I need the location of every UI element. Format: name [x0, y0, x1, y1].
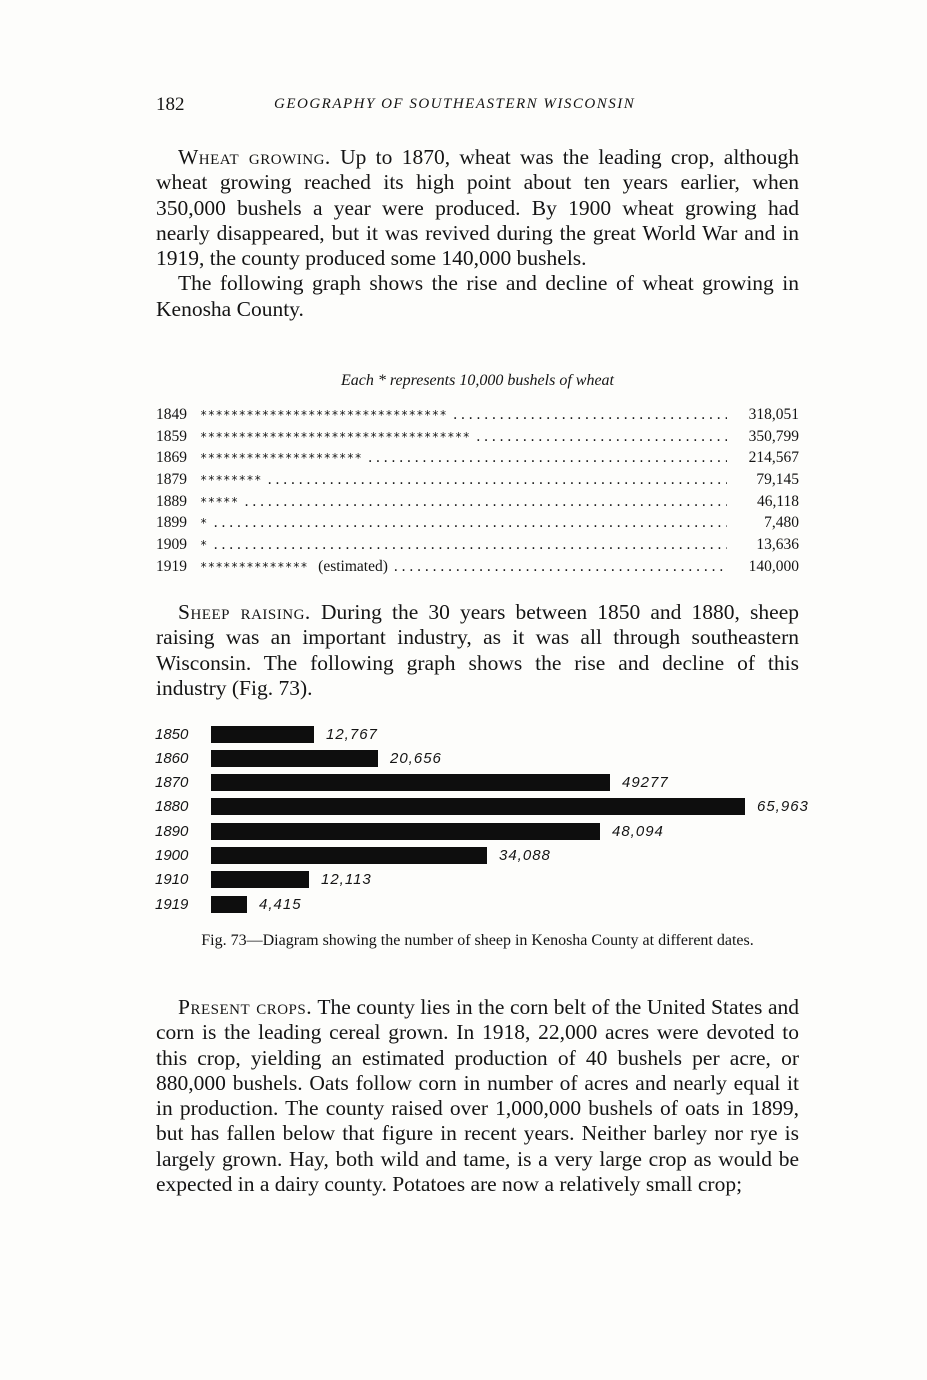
sheep-row — [155, 746, 442, 770]
sheep-year: 1860 — [155, 749, 189, 767]
wheat-chart-title: Each * represents 10,000 bushels of wheat — [340, 372, 614, 389]
sheep-row — [155, 819, 664, 843]
sheep-bar — [211, 823, 600, 840]
crops-section — [156, 995, 799, 1197]
sheep-value-label: 12,767 — [326, 725, 378, 743]
sheep-body: During the 30 years between 1850 and 1880, sheep raising was an important industry, as it was all through southeastern Wisconsin. The following graph shows the rise and decline of this industry (Fig. 73). — [156, 600, 799, 700]
sheep-value-label: 34,088 — [499, 847, 551, 864]
wheat-row — [156, 447, 799, 469]
wheat-value: 13,636 — [756, 535, 799, 553]
wheat-stars: ******************************** — [200, 407, 448, 422]
sheep-year: 1919 — [155, 895, 189, 913]
sheep-bar — [211, 847, 487, 864]
sheep-chart — [155, 722, 855, 922]
sheep-value-label: 4,415 — [259, 895, 302, 913]
wheat-chart — [156, 404, 799, 578]
sheep-bar — [211, 798, 745, 815]
wheat-year: 1889 — [156, 492, 187, 510]
wheat-leader — [245, 493, 727, 511]
wheat-year: 1869 — [156, 449, 187, 467]
wheat-leader — [453, 406, 727, 424]
wheat-value: 140,000 — [748, 557, 799, 575]
sheep-heading: Sheep raising. — [178, 600, 311, 624]
wheat-leader — [214, 514, 727, 532]
wheat-leader — [368, 449, 727, 467]
wheat-body-2: The following graph shows the rise and decline of wheat growing in Kenosha County. — [156, 271, 799, 321]
sheep-row — [155, 722, 378, 746]
wheat-value: 350,799 — [748, 427, 799, 445]
sheep-row — [155, 795, 809, 819]
sheep-value-label: 48,094 — [612, 822, 664, 840]
wheat-annotation: (estimated) — [318, 557, 388, 575]
wheat-stars: ***** — [200, 494, 239, 509]
sheep-row — [155, 771, 669, 795]
sheep-bar — [211, 726, 314, 743]
sheep-year: 1870 — [155, 774, 189, 792]
wheat-value: 46,118 — [756, 492, 799, 510]
sheep-row — [155, 892, 302, 916]
wheat-stars: *********************************** — [200, 429, 471, 444]
wheat-year: 1849 — [156, 405, 187, 423]
wheat-leader — [268, 471, 727, 489]
wheat-leader — [214, 536, 727, 554]
sheep-value-label: 12,113 — [321, 871, 372, 889]
wheat-row — [156, 491, 799, 513]
wheat-row — [156, 512, 799, 534]
sheep-year: 1850 — [155, 725, 189, 743]
sheep-year: 1900 — [155, 847, 189, 864]
wheat-body: Up to 1870, wheat was the leading crop, although wheat growing reached its high point about ten years earlier, when 350,000 bushels a year were produced. By 1900 wheat growing had nearly disappeared, but it was revived during the great World War and in 1919, the county produced some 140,000 bushels. — [156, 145, 800, 271]
wheat-leader — [476, 428, 727, 446]
sheep-value-label: 49277 — [622, 774, 669, 792]
sheep-year: 1910 — [155, 871, 189, 889]
sheep-bar — [211, 774, 610, 791]
sheep-year: 1880 — [155, 798, 189, 816]
sheep-section — [156, 600, 799, 701]
sheep-value-label: 20,656 — [390, 749, 442, 767]
wheat-stars: ************** — [200, 559, 309, 574]
wheat-year: 1909 — [156, 535, 187, 553]
crops-heading: Present crops. — [178, 995, 313, 1019]
wheat-year: 1899 — [156, 514, 187, 532]
wheat-value: 214,567 — [748, 449, 799, 467]
wheat-year: 1919 — [156, 557, 187, 575]
figure-caption: Fig. 73—Diagram showing the number of sheep in Kenosha County at different dates. — [201, 932, 754, 949]
sheep-row — [155, 868, 372, 892]
wheat-leader — [394, 558, 727, 576]
wheat-stars: ******** — [200, 472, 262, 487]
sheep-bar — [211, 896, 247, 913]
wheat-row — [156, 426, 799, 448]
wheat-year: 1859 — [156, 427, 187, 445]
wheat-row — [156, 556, 799, 578]
wheat-section — [156, 145, 799, 322]
running-title: GEOGRAPHY OF SOUTHEASTERN WISCONSIN — [274, 96, 636, 112]
wheat-stars: ********************* — [200, 451, 363, 466]
wheat-stars: * — [200, 516, 208, 531]
wheat-value: 318,051 — [748, 405, 799, 423]
sheep-row — [155, 844, 551, 868]
wheat-value: 7,480 — [764, 514, 799, 532]
wheat-value: 79,145 — [756, 470, 799, 488]
sheep-value-label: 65,963 — [757, 798, 809, 816]
sheep-bar — [211, 750, 378, 767]
crops-body: The county lies in the corn belt of the United States and corn is the leading cereal grown. In 1918, 22,000 acres were devoted to this crop, yielding an estimated production of 40 bushels per acre, or 880,000 bushels. Oats follow corn in number of acres and nearly equal it in production. The county raised over 1,000,000 bushels of oats in 1899, but has fallen below that figure in recent years. Neither barley nor rye is largely grown. Hay, both wild and tame, is a very large crop as would be expected in a dairy county. Potatoes are now a relatively small crop; — [156, 995, 799, 1197]
wheat-row — [156, 534, 799, 556]
page-number: 182 — [156, 94, 185, 115]
sheep-year: 1890 — [155, 822, 189, 840]
wheat-stars: * — [200, 537, 208, 552]
wheat-year: 1879 — [156, 470, 187, 488]
wheat-row — [156, 404, 799, 426]
wheat-row — [156, 469, 799, 491]
sheep-bar — [211, 871, 309, 888]
wheat-heading: Wheat growing. — [178, 145, 331, 169]
